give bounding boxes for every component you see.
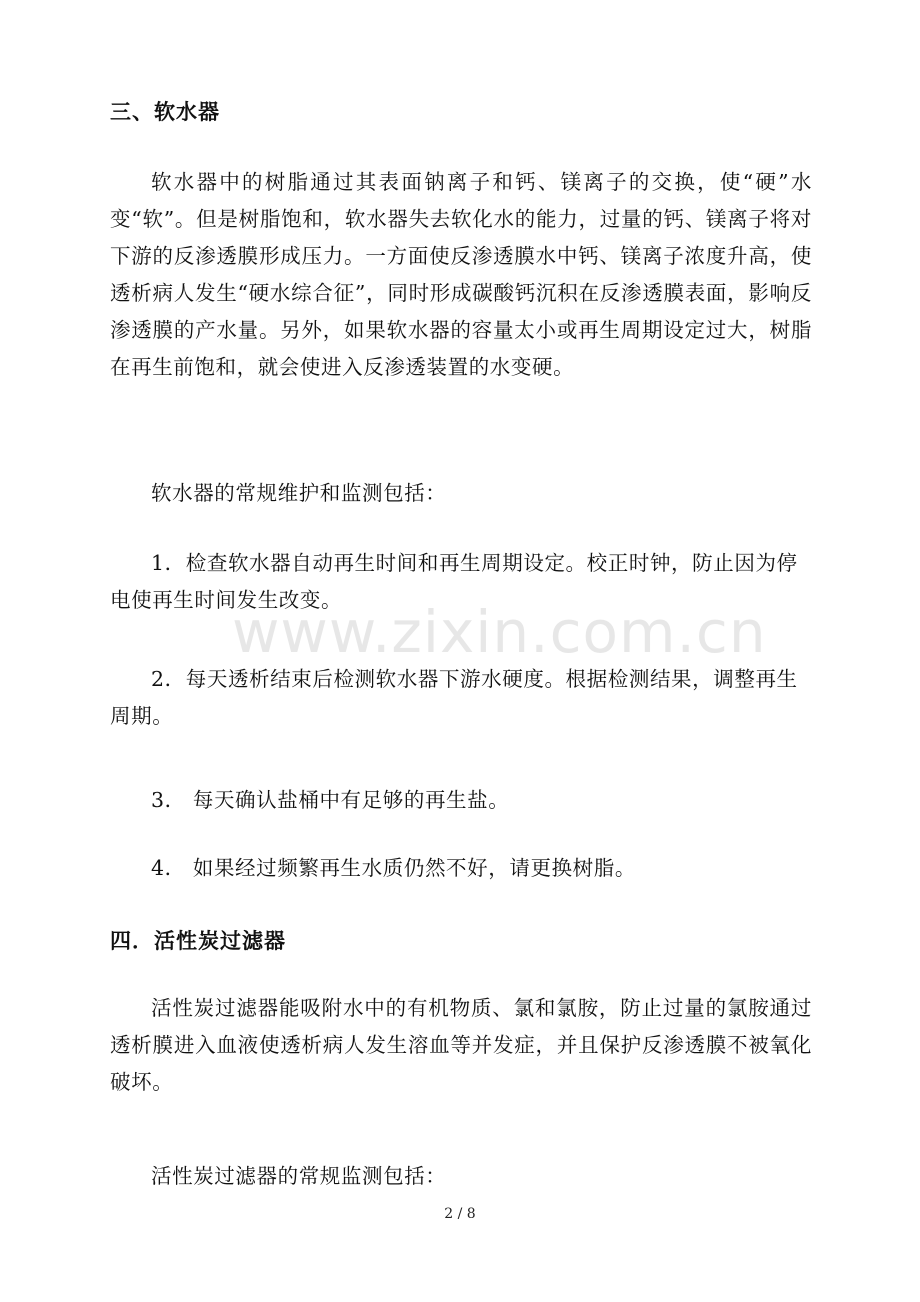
paragraph-carbon-filter-monitoring-intro: 活性炭过滤器的常规监测包括： (151, 1164, 447, 1188)
list-item-2: 2．每天透析结束后检测软水器下游水硬度。根据检测结果，调整再生周期。 (110, 667, 798, 728)
watermark: www.zixin.com.cn (232, 598, 767, 666)
list-item-1: 1．检查软水器自动再生时间和再生周期设定。校正时钟，防止因为停电使再生时间发生改变。 (110, 551, 798, 612)
paragraph-carbon-filter-description: 活性炭过滤器能吸附水中的有机物质、氯和氯胺，防止过量的氯胺通过透析膜进入血液使透析病人发生溶血等并发症，并且保护反渗透膜不被氧化破坏。 (110, 996, 812, 1094)
section-heading-softener: 三、软水器 (110, 100, 220, 124)
paragraph-softener-maintenance-intro: 软水器的常规维护和监测包括： (151, 481, 447, 505)
list-item-4: 4． 如果经过频繁再生水质仍然不好，请更换树脂。 (151, 856, 636, 880)
list-item-3: 3． 每天确认盐桶中有足够的再生盐。 (151, 788, 510, 812)
section-heading-carbon-filter: 四．活性炭过滤器 (110, 929, 286, 953)
page-number: 2 / 8 (444, 1206, 476, 1222)
paragraph-softener-description: 软水器中的树脂通过其表面钠离子和钙、镁离子的交换，使“硬”水变“软”。但是树脂饱和，软水器失去软化水的能力，过量的钙、镁离子将对下游的反渗透膜形成压力。一方面使反渗透膜水中钙、镁离子浓度升高，使透析病人发生“硬水综合征”，同时形成碳酸钙沉积在反渗透膜表面，影响反渗透膜的产水量。另外，如果软水器的容量太小或再生周期设定过大，树脂在再生前饱和，就会使进入反渗透装置的水变硬。 (110, 170, 812, 379)
